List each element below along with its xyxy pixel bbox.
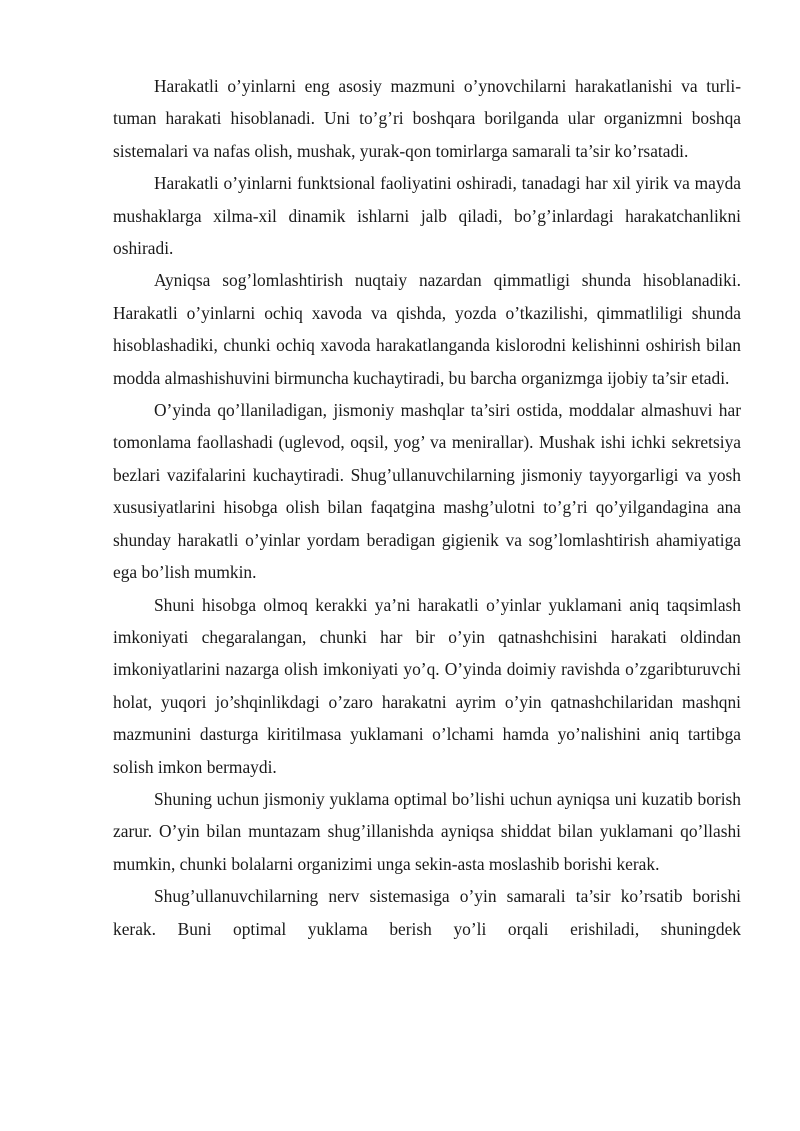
paragraph-4: O’yinda qo’llaniladigan, jismoniy mashqlar ta’siri ostida, moddalar almashuvi har tomonlama faollashadi (uglevod, oqsil, yog’ va menirallar). Mushak ishi ichki sekretsiya bezlari vazifalarini kuchaytiradi. Shug’ullanuvchilarning jismoniy tayyorgarligi va yosh xususiyatlarini hisobga olish bilan faqatgina mashg’ulotni to’g’ri qo’yilgandagina ana shunday harakatli o’yinlar yordam beradigan gigienik va sog’lomlashtirish ahamiyatiga ega bo’lish mumkin. <box>113 400 741 583</box>
paragraph-3: Ayniqsa sog’lomlashtirish nuqtaiy nazardan qimmatligi shunda hisoblanadiki. Harakatli o’yinlarni ochiq xavoda va qishda, yozda o’tkazilishi, qimmatliligi shunda hisoblashadiki, chunki ochiq xavoda harakatlanganda kislorodni kelishinni oshirish bilan modda almashishuvini birmuncha kuchaytiradi, bu barcha organizmga ijobiy ta’sir etadi. <box>113 270 741 388</box>
paragraph-7: Shug’ullanuvchilarning nerv sistemasiga o’yin samarali ta’sir ko’rsatib borishi kerak. Buni optimal yuklama berish yo’li orqali erishiladi, shuningdek <box>113 886 741 939</box>
paragraph-2: Harakatli o’yinlarni funktsional faoliyatini oshiradi, tanadagi har xil yirik va mayda mushaklarga xilma-xil dinamik ishlarni jalb qiladi, bo’g’inlardagi harakatchanlikni oshiradi. <box>113 173 741 259</box>
paragraph-1: Harakatli o’yinlarni eng asosiy mazmuni o’ynovchilarni harakatlanishi va turli-tuman harakati hisoblanadi. Uni to’g’ri boshqara borilganda ular organizmni boshqa sistemalari va nafas olish, mushak, yurak-qon tomirlarga samarali ta’sir ko’rsatadi. <box>113 76 741 161</box>
paragraph-5: Shuni hisobga olmoq kerakki ya’ni harakatli o’yinlar yuklamani aniq taqsimlash imkoniyati chegaralangan, chunki har bir o’yin qatnashchisini harakati oldindan imkoniyatlarini nazarga olish imkoniyati yo’q. O’yinda doimiy ravishda o’zgaribturuvchi holat, yuqori jo’shqinlikdagi o’zaro harakatni ayrim o’yin qatnashchilaridan mashqni mazmunini dasturga kiritilmasa yuklamani o’lchami hamda yo’nalishini aniq tartibga solish imkon bermaydi. <box>113 594 741 777</box>
paragraph-6: Shuning uchun jismoniy yuklama optimal bo’lishi uchun ayniqsa uni kuzatib borish zarur. O’yin bilan muntazam shug’illanishda ayniqsa shiddat bilan yuklamani qo’llashi mumkin, chunki bolalarni organizimi unga sekin-asta moslashib borishi kerak. <box>113 788 741 874</box>
document-body <box>113 70 741 945</box>
